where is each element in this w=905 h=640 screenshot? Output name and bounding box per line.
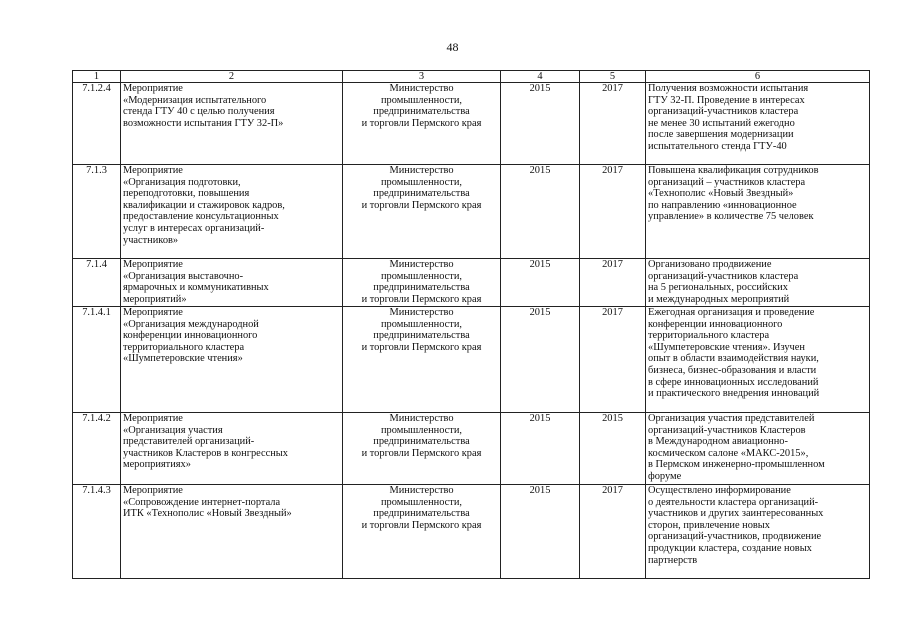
text-line: услуг в интересах организаций- [123, 222, 265, 234]
text-line: стенда ГТУ 40 с целью получения [123, 106, 275, 118]
text-line: и торговли Пермского края [361, 199, 482, 211]
text-line: Ежегодная организация и проведение [648, 307, 815, 318]
expected-result [646, 259, 870, 307]
text-line: организаций-участников кластера [648, 106, 799, 118]
text-line: Мероприятие [123, 259, 183, 270]
text-line: Повышена квалификация сотрудников [648, 165, 819, 176]
text-line: «Организация выставочно- [123, 270, 244, 282]
text-line: после завершения модернизации [648, 129, 794, 141]
table-row [73, 259, 870, 307]
activity-number: 7.1.2.4 [73, 83, 121, 165]
end-year: 2017 [580, 165, 646, 259]
text-line: и торговли Пермского края [361, 341, 482, 353]
text-line: «Шумпетеровские чтения» [123, 353, 243, 365]
text-line: участников» [123, 234, 179, 246]
text-line: предпринимательства [373, 508, 470, 520]
text-line: территориального кластера [123, 341, 245, 353]
activity-number: 7.1.4.3 [73, 485, 121, 579]
text-line: мероприятий» [123, 293, 187, 305]
activity-number: 7.1.4 [73, 259, 121, 307]
executor [343, 413, 501, 485]
activity-number: 7.1.3 [73, 165, 121, 259]
text-line: Организовано продвижение [648, 259, 772, 270]
text-line: организаций – участников кластера [648, 176, 806, 188]
text-line: испытательного стенда ГТУ-40 [648, 140, 787, 152]
activity-name [121, 413, 343, 485]
activity-number: 7.1.4.1 [73, 307, 121, 413]
expected-result [646, 307, 870, 413]
expected-result [646, 485, 870, 579]
text-line: и торговли Пермского края [361, 447, 482, 459]
text-line: «Технополис «Новый Звездный» [648, 188, 794, 200]
table-row [73, 413, 870, 485]
text-line: Получения возможности испытания [648, 83, 809, 94]
text-line: квалификации и стажировок кадров, [123, 199, 285, 211]
text-line: Мероприятие [123, 413, 183, 424]
column-header-5: 5 [580, 71, 646, 83]
end-year: 2015 [580, 413, 646, 485]
start-year: 2015 [501, 413, 580, 485]
text-line: бизнеса, бизнес-образования и власти [648, 364, 817, 376]
text-line: по направлению «инновационное [648, 199, 797, 211]
table-header-row [73, 71, 870, 83]
text-line: представителей организаций- [123, 436, 255, 448]
text-line: партнерств [648, 554, 698, 566]
text-line: промышленности, [381, 496, 462, 508]
text-line: Осуществлено информирование [648, 485, 791, 496]
text-line: в Международном авиационно- [648, 436, 788, 448]
start-year: 2015 [501, 83, 580, 165]
text-line: предпринимательства [373, 436, 470, 448]
text-line: участников Кластеров в конгрессных [123, 447, 288, 459]
text-line: возможности испытания ГТУ 32-П» [123, 117, 284, 129]
expected-result [646, 165, 870, 259]
executor [343, 259, 501, 307]
start-year: 2015 [501, 165, 580, 259]
end-year: 2017 [580, 259, 646, 307]
text-line: промышленности, [381, 176, 462, 188]
text-line: мероприятиях» [123, 459, 191, 471]
start-year: 2015 [501, 307, 580, 413]
text-line: опыт в области взаимодействия науки, [648, 353, 819, 365]
text-line: Министерство [389, 413, 454, 424]
text-line: продукции кластера, создание новых [648, 542, 812, 554]
text-line: «Сопровождение интернет-портала [123, 496, 281, 508]
text-line: предпринимательства [373, 330, 470, 342]
text-line: переподготовки, повышения [123, 188, 250, 200]
activity-name [121, 307, 343, 413]
text-line: космическом салоне «МАКС-2015», [648, 447, 809, 459]
text-line: сторон, привлечение новых [648, 519, 770, 531]
activity-name [121, 485, 343, 579]
table-row [73, 307, 870, 413]
text-line: Министерство [389, 259, 454, 270]
text-line: «Организация участия [123, 424, 223, 436]
text-line: промышленности, [381, 270, 462, 282]
start-year: 2015 [501, 259, 580, 307]
expected-result [646, 83, 870, 165]
text-line: Организация участия представителей [648, 413, 815, 424]
activity-name [121, 83, 343, 165]
text-line: Мероприятие [123, 307, 183, 318]
text-line: форуме [648, 470, 682, 482]
expected-result [646, 413, 870, 485]
column-header-2: 2 [121, 71, 343, 83]
column-header-4: 4 [501, 71, 580, 83]
text-line: промышленности, [381, 424, 462, 436]
text-line: ИТК «Технополис «Новый Звездный» [123, 508, 292, 520]
text-line: и практического внедрения инноваций [648, 388, 820, 400]
activity-number: 7.1.4.2 [73, 413, 121, 485]
text-line: Министерство [389, 165, 454, 176]
text-line: «Шумпетеровские чтения». Изучен [648, 341, 805, 353]
text-line: Министерство [389, 307, 454, 318]
text-line: не менее 30 испытаний ежегодно [648, 117, 795, 129]
table-row [73, 83, 870, 165]
text-line: организаций-участников кластера [648, 270, 799, 282]
text-line: промышленности, [381, 94, 462, 106]
executor [343, 165, 501, 259]
text-line: территориального кластера [648, 330, 770, 342]
text-line: организаций-участников, продвижение [648, 531, 822, 543]
text-line: Министерство [389, 83, 454, 94]
text-line: ГТУ 32-П. Проведение в интересах [648, 94, 805, 106]
text-line: предпринимательства [373, 282, 470, 294]
text-line: конференции инновационного [123, 330, 258, 342]
executor [343, 307, 501, 413]
table-row [73, 485, 870, 579]
executor [343, 83, 501, 165]
activity-name [121, 165, 343, 259]
text-line: на 5 региональных, российских [648, 282, 788, 294]
text-line: предпринимательства [373, 188, 470, 200]
text-line: в сфере инновационных исследований [648, 376, 819, 388]
activity-name [121, 259, 343, 307]
text-line: предоставление консультационных [123, 211, 279, 223]
text-line: о деятельности кластера организаций- [648, 496, 819, 508]
table-row [73, 165, 870, 259]
text-line: промышленности, [381, 318, 462, 330]
text-line: и международных мероприятий [648, 293, 790, 305]
column-header-1: 1 [73, 71, 121, 83]
column-header-6: 6 [646, 71, 870, 83]
text-line: управление» в количестве 75 человек [648, 211, 814, 223]
start-year: 2015 [501, 485, 580, 579]
column-header-3: 3 [343, 71, 501, 83]
text-line: организаций-участников Кластеров [648, 424, 806, 436]
table-body [73, 83, 870, 579]
text-line: «Модернизация испытательного [123, 94, 267, 106]
text-line: конференции инновационного [648, 318, 783, 330]
text-line: Мероприятие [123, 83, 183, 94]
end-year: 2017 [580, 307, 646, 413]
text-line: Министерство [389, 485, 454, 496]
activities-table [72, 70, 870, 579]
text-line: ярмарочных и коммуникативных [123, 282, 269, 294]
text-line: в Пермском инженерно-промышленном [648, 459, 825, 471]
executor [343, 485, 501, 579]
text-line: Мероприятие [123, 165, 183, 176]
text-line: и торговли Пермского края [361, 117, 482, 129]
text-line: Мероприятие [123, 485, 183, 496]
text-line: предпринимательства [373, 106, 470, 118]
text-line: и торговли Пермского края [361, 519, 482, 531]
text-line: «Организация подготовки, [123, 176, 241, 188]
text-line: участников и других заинтересованных [648, 508, 824, 520]
end-year: 2017 [580, 83, 646, 165]
end-year: 2017 [580, 485, 646, 579]
text-line: и торговли Пермского края [361, 293, 482, 305]
page-number: 48 [446, 40, 459, 54]
text-line: «Организация международной [123, 318, 259, 330]
